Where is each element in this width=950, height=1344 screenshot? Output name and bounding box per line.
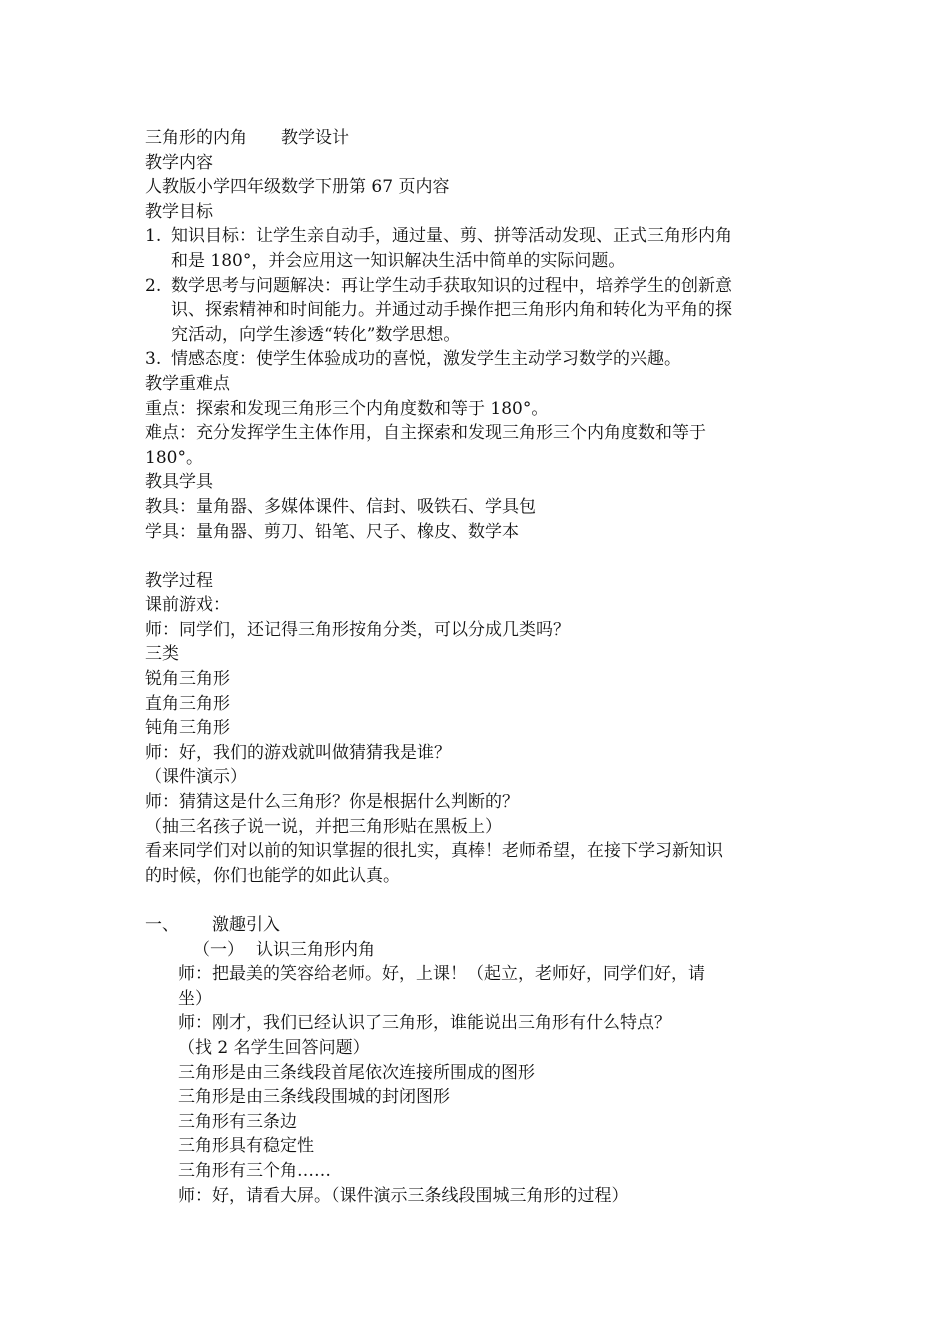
subsection-1-heading xyxy=(145,938,810,963)
title-main: 三角形的内角 xyxy=(145,128,247,148)
paragraph: 师：好，请看大屏。（课件演示三条线段围城三角形的过程） xyxy=(178,1185,629,1206)
paragraph: 师：同学们，还记得三角形按角分类，可以分成几类吗？ xyxy=(145,619,570,640)
content-text: 人教版小学四年级数学下册第 67 页内容 xyxy=(145,177,450,198)
goal-number: 2. xyxy=(145,275,162,296)
paragraph: 三角形是由三条线段围城的封闭图形 xyxy=(178,1087,450,1108)
paragraph: （抽三名孩子说一说，并把三角形贴在黑板上） xyxy=(145,816,502,837)
paragraph: 看来同学们对以前的知识掌握的很扎实，真棒！老师希望，在接下学习新知识 xyxy=(145,841,723,862)
subsection-number: （一） xyxy=(193,939,244,960)
paragraph: 三角形有三条边 xyxy=(178,1111,297,1132)
goal-1-line-2: 和是 180°，并会应用这一知识解决生活中简单的实际问题。 xyxy=(171,250,626,271)
paragraph: 坐） xyxy=(178,988,212,1009)
student-tools: 学具：量角器、剪刀、铅笔、尺子、橡皮、数学本 xyxy=(145,521,519,542)
goal-2-line-2: 识、探索精神和时间能力。并通过动手操作把三角形内角和转化为平角的探 xyxy=(171,300,732,321)
blank-line xyxy=(145,888,810,913)
tools-heading: 教具学具 xyxy=(145,472,213,493)
goals-heading: 教学目标 xyxy=(145,201,213,222)
content-heading: 教学内容 xyxy=(145,152,213,173)
paragraph: 钝角三角形 xyxy=(145,718,230,739)
paragraph: 师：好，我们的游戏就叫做猜猜我是谁？ xyxy=(145,742,451,763)
goal-number: 3. xyxy=(145,349,162,370)
section-1-heading xyxy=(145,913,810,938)
paragraph: 的时候，你们也能学的如此认真。 xyxy=(145,865,400,886)
section-number: 一、 xyxy=(145,915,179,935)
goal-3-line-1: 3. 情感态度：使学生体验成功的喜悦，激发学生主动学习数学的兴趣。 xyxy=(145,347,810,372)
section-title: 激趣引入 xyxy=(212,915,280,935)
blank-line xyxy=(145,544,810,569)
document-page xyxy=(145,126,810,1208)
paragraph: 锐角三角形 xyxy=(145,669,230,690)
paragraph: 三角形具有稳定性 xyxy=(178,1136,314,1157)
key-heading: 教学重难点 xyxy=(145,373,230,394)
goal-2-line-1: 2. 数学思考与问题解决：再让学生动手获取知识的过程中，培养学生的创新意 xyxy=(145,274,810,299)
process-heading: 教学过程 xyxy=(145,570,213,591)
paragraph: （找 2 名学生回答问题） xyxy=(178,1037,370,1058)
teacher-tools: 教具：量角器、多媒体课件、信封、吸铁石、学具包 xyxy=(145,496,536,517)
paragraph: 三角形有三个角…… xyxy=(178,1160,331,1181)
goal-number: 1. xyxy=(145,226,162,247)
paragraph: 师：把最美的笑容给老师。好，上课！（起立，老师好，同学们好，请 xyxy=(178,964,705,985)
difficult-point-line-1: 难点：充分发挥学生主体作用，自主探索和发现三角形三个内角度数和等于 xyxy=(145,423,706,444)
paragraph: 三角形是由三条线段首尾依次连接所围成的图形 xyxy=(178,1062,535,1083)
paragraph: （课件演示） xyxy=(145,767,247,788)
goal-2-line-3: 究活动，向学生渗透“转化”数学思想。 xyxy=(171,324,461,345)
goal-1-line-1: 1. 知识目标：让学生亲自动手，通过量、剪、拼等活动发现、正式三角形内角 xyxy=(145,224,810,249)
subsection-title: 认识三角形内角 xyxy=(256,939,375,960)
difficult-point-line-2: 180°。 xyxy=(145,447,203,468)
paragraph: 师：刚才，我们已经认识了三角形，谁能说出三角形有什么特点？ xyxy=(178,1013,671,1034)
title-sub: 教学设计 xyxy=(281,128,349,148)
paragraph: 师：猜猜这是什么三角形？你是根据什么判断的？ xyxy=(145,792,519,813)
key-point: 重点：探索和发现三角形三个内角度数和等于 180°。 xyxy=(145,398,549,419)
document-title xyxy=(145,126,810,151)
paragraph: 直角三角形 xyxy=(145,693,230,714)
paragraph: 三类 xyxy=(145,644,179,665)
pregame-label: 课前游戏： xyxy=(145,595,230,616)
